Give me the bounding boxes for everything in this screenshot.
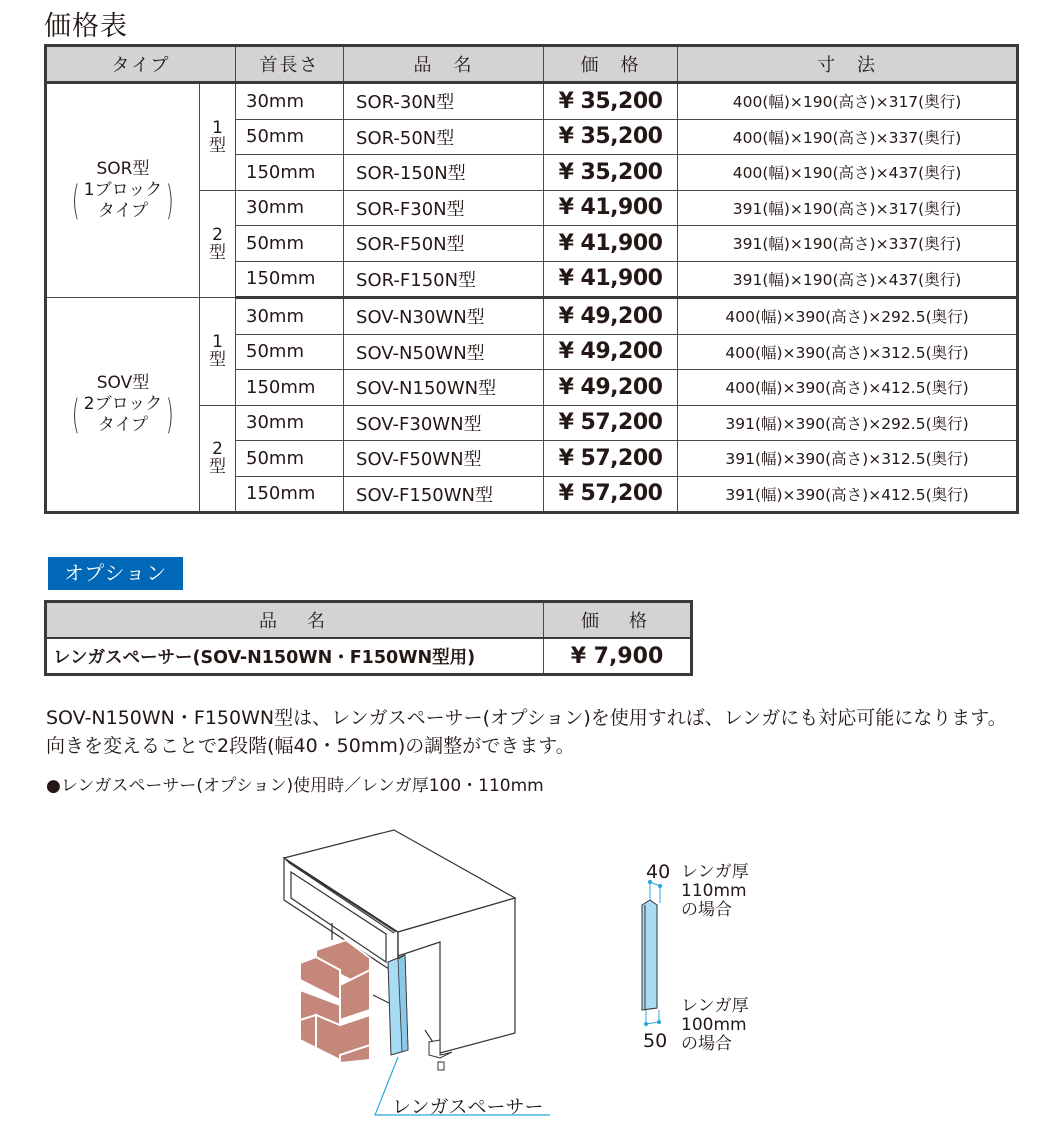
product-name: SOV-N30WN型 bbox=[344, 298, 544, 335]
usage-note: ●レンガスペーサー(オプション)使用時／レンガ厚100・110mm bbox=[46, 776, 544, 796]
product-price: ¥ 49,200 bbox=[544, 298, 678, 335]
product-name: SOR-150N型 bbox=[344, 155, 544, 191]
product-name: SOR-30N型 bbox=[344, 83, 544, 120]
product-price: ¥ 41,900 bbox=[544, 190, 678, 226]
subtype-cell: 2 型 bbox=[200, 190, 236, 298]
subtype-cell: 1 型 bbox=[200, 298, 236, 406]
product-dimensions: 400(幅)×390(高さ)×292.5(奥行) bbox=[678, 298, 1018, 335]
option-header-price: 価 格 bbox=[544, 602, 692, 639]
product-price: ¥ 41,900 bbox=[544, 226, 678, 262]
option-name: レンガスペーサー(SOV-N150WN・F150WN型用) bbox=[46, 638, 544, 675]
product-price: ¥ 49,200 bbox=[544, 334, 678, 370]
product-dimensions: 400(幅)×390(高さ)×412.5(奥行) bbox=[678, 370, 1018, 406]
product-dimensions: 391(幅)×390(高さ)×292.5(奥行) bbox=[678, 405, 1018, 441]
product-name: SOV-N150WN型 bbox=[344, 370, 544, 406]
header-dimensions: 寸 法 bbox=[678, 46, 1018, 83]
product-name: SOR-F50N型 bbox=[344, 226, 544, 262]
product-dimensions: 400(幅)×190(高さ)×317(奥行) bbox=[678, 83, 1018, 120]
subtype-cell: 1 型 bbox=[200, 83, 236, 191]
neck-length: 150mm bbox=[236, 476, 344, 513]
description-text: SOV-N150WN・F150WN型は、レンガスペーサー(オプション)を使用すれば、レンガにも対応可能になります。向きを変えることで2段階(幅40・50mm)の調整ができます。 bbox=[46, 707, 1007, 757]
product-price: ¥ 57,200 bbox=[544, 441, 678, 477]
product-dimensions: 391(幅)×390(高さ)×312.5(奥行) bbox=[678, 441, 1018, 477]
product-dimensions: 391(幅)×190(高さ)×437(奥行) bbox=[678, 261, 1018, 298]
header-product-name: 品 名 bbox=[344, 46, 544, 83]
product-dimensions: 400(幅)×190(高さ)×337(奥行) bbox=[678, 119, 1018, 155]
top-width-value: 40 bbox=[646, 861, 671, 883]
bottom-width-value: 50 bbox=[643, 1030, 668, 1052]
product-name: SOR-F150N型 bbox=[344, 261, 544, 298]
neck-length: 50mm bbox=[236, 441, 344, 477]
product-dimensions: 391(幅)×190(高さ)×317(奥行) bbox=[678, 190, 1018, 226]
neck-length: 150mm bbox=[236, 370, 344, 406]
neck-length: 30mm bbox=[236, 83, 344, 120]
product-price: ¥ 49,200 bbox=[544, 370, 678, 406]
product-name: SOV-F150WN型 bbox=[344, 476, 544, 513]
product-name: SOV-F30WN型 bbox=[344, 405, 544, 441]
header-price: 価 格 bbox=[544, 46, 678, 83]
subtype-cell: 2 型 bbox=[200, 405, 236, 513]
brick-wall-icon bbox=[300, 940, 370, 1063]
product-name: SOR-F30N型 bbox=[344, 190, 544, 226]
product-price: ¥ 35,200 bbox=[544, 119, 678, 155]
product-dimensions: 400(幅)×390(高さ)×312.5(奥行) bbox=[678, 334, 1018, 370]
neck-length: 150mm bbox=[236, 261, 344, 298]
product-name: SOV-F50WN型 bbox=[344, 441, 544, 477]
product-dimensions: 400(幅)×190(高さ)×437(奥行) bbox=[678, 155, 1018, 191]
bottom-thickness-label: レンガ厚 100mm の場合 bbox=[681, 996, 749, 1054]
option-price: ¥ 7,900 bbox=[544, 638, 692, 675]
spacer-label: レンガスペーサー bbox=[392, 1096, 544, 1118]
page-title: 価格表 bbox=[44, 11, 128, 42]
option-badge: オプション bbox=[48, 557, 183, 590]
product-price: ¥ 41,900 bbox=[544, 261, 678, 298]
product-name: SOV-N50WN型 bbox=[344, 334, 544, 370]
spacer-side-view bbox=[642, 880, 662, 1025]
neck-length: 30mm bbox=[236, 190, 344, 226]
type-cell: SOV型 ( 2ブロック タイプ ) bbox=[46, 298, 200, 513]
neck-length: 30mm bbox=[236, 298, 344, 335]
brick-spacer-icon bbox=[388, 955, 408, 1055]
option-header-name: 品 名 bbox=[46, 602, 544, 639]
neck-length: 50mm bbox=[236, 119, 344, 155]
product-price: ¥ 35,200 bbox=[544, 83, 678, 120]
neck-length: 30mm bbox=[236, 405, 344, 441]
product-dimensions: 391(幅)×390(高さ)×412.5(奥行) bbox=[678, 476, 1018, 513]
neck-length: 50mm bbox=[236, 334, 344, 370]
product-dimensions: 391(幅)×190(高さ)×337(奥行) bbox=[678, 226, 1018, 262]
neck-length: 150mm bbox=[236, 155, 344, 191]
header-type: タイプ bbox=[46, 46, 236, 83]
header-neck-length: 首長さ bbox=[236, 46, 344, 83]
product-name: SOR-50N型 bbox=[344, 119, 544, 155]
top-thickness-label: レンガ厚 110mm の場合 bbox=[681, 862, 749, 920]
product-price: ¥ 57,200 bbox=[544, 405, 678, 441]
neck-length: 50mm bbox=[236, 226, 344, 262]
type-cell: SOR型 ( 1ブロック タイプ ) bbox=[46, 83, 200, 298]
product-price: ¥ 57,200 bbox=[544, 476, 678, 513]
product-price: ¥ 35,200 bbox=[544, 155, 678, 191]
